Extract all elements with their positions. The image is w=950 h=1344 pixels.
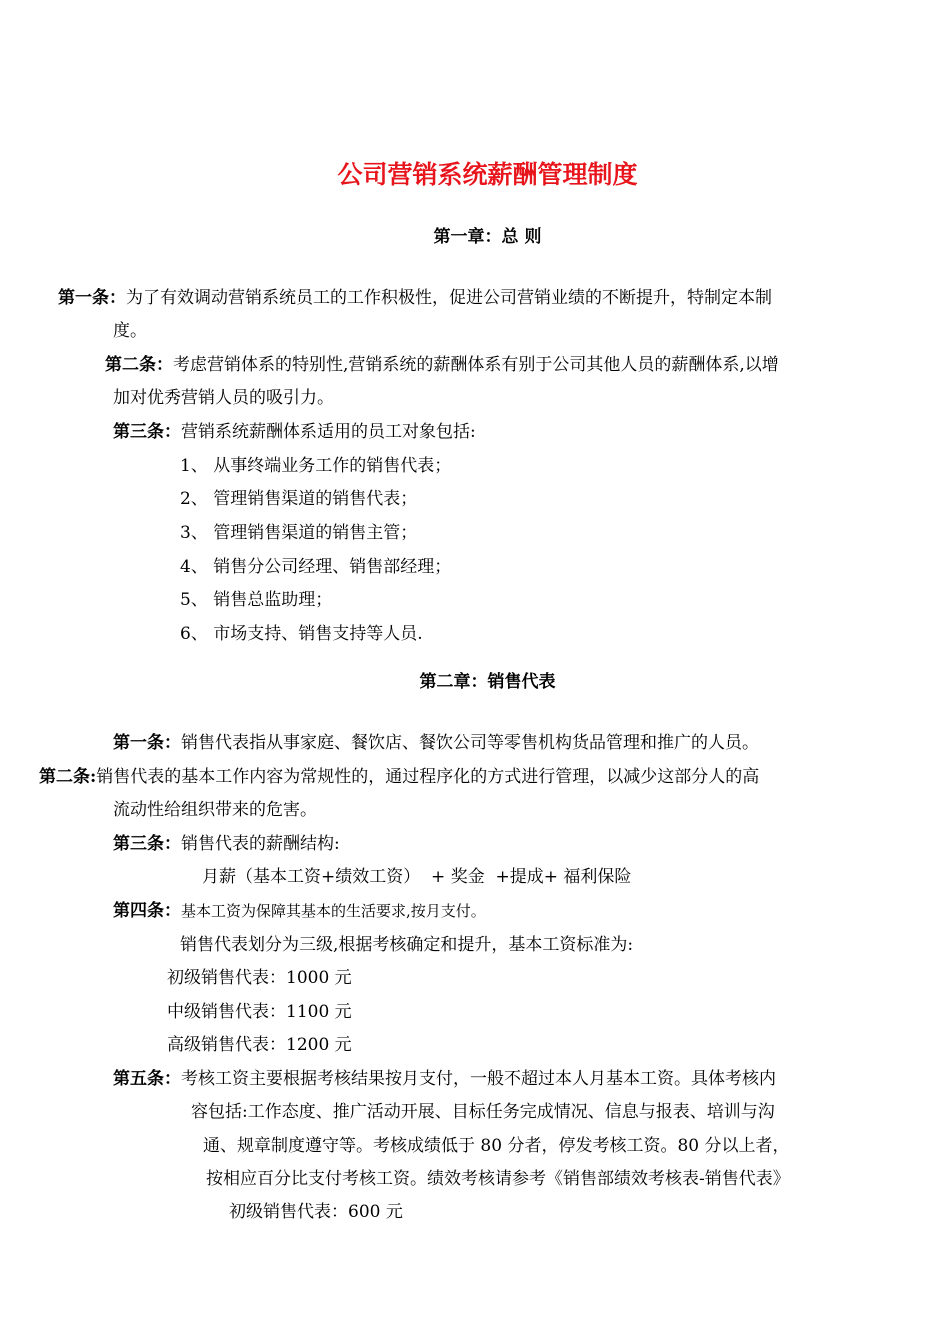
list-item	[180, 623, 423, 645]
article-label: 第二条:	[39, 767, 97, 787]
ch2-article-3	[113, 833, 340, 855]
article-text: 销售代表的薪酬结构:	[181, 834, 340, 854]
ch1-article-3	[113, 421, 476, 443]
article-text: 基本工资为保障其基本的生活要求,按月支付。	[181, 902, 486, 920]
ch2-article-5-line3: 通、规章制度遵守等。考核成绩低于 80 分者，停发考核工资。80 分以上者，	[203, 1136, 790, 1156]
ch2-article-5-line4: 按相应百分比支付考核工资。绩效考核请参考《销售部绩效考核表-销售代表》	[206, 1169, 790, 1189]
salary-formula: 月薪（基本工资+绩效工资） + 奖金 +提成+ 福利保险	[202, 867, 632, 887]
list-item	[180, 522, 417, 544]
article-label: 第五条：	[113, 1069, 181, 1089]
list-text: 销售分公司经理、销售部经理；	[213, 557, 452, 577]
article-label: 第三条：	[113, 422, 181, 442]
article-text: 销售代表指从事家庭、餐饮店、餐饮公司等零售机构货品管理和推广的人员。	[181, 733, 759, 753]
levels-intro: 销售代表划分为三级,根据考核确定和提升，基本工资标准为:	[180, 935, 634, 955]
chapter-2-heading: 第二章：销售代表	[419, 672, 556, 692]
article-label: 第一条：	[113, 733, 181, 753]
list-text: 销售总监助理；	[213, 590, 333, 610]
article-text: 营销系统薪酬体系适用的员工对象包括:	[181, 422, 476, 442]
list-number: 4、	[180, 557, 208, 577]
article-text: 考核工资主要根据考核结果按月支付，一般不超过本人月基本工资。具体考核内	[181, 1069, 776, 1089]
ch1-article-2	[105, 354, 779, 376]
article-label: 第二条：	[105, 355, 173, 375]
ch2-article-4	[113, 900, 486, 922]
ch2-article-5-line2: 容包括:工作态度、推广活动开展、目标任务完成情况、信息与报表、培训与沟	[191, 1102, 775, 1122]
article-label: 第四条：	[113, 901, 181, 921]
list-item	[180, 556, 451, 578]
list-text: 管理销售渠道的销售主管；	[213, 523, 418, 543]
list-number: 1、	[180, 456, 208, 476]
chapter-1-heading: 第一章：总 则	[433, 227, 542, 247]
ch1-article-1	[58, 287, 772, 309]
list-text: 管理销售渠道的销售代表；	[213, 489, 418, 509]
article-label: 第三条：	[113, 834, 181, 854]
ch2-article-2-cont: 流动性给组织带来的危害。	[113, 800, 317, 820]
ch2-article-2	[39, 766, 759, 788]
list-number: 6、	[180, 624, 208, 644]
ch2-article-5	[113, 1068, 776, 1090]
list-item	[180, 455, 451, 477]
article-label: 第一条：	[58, 288, 126, 308]
ch1-article-1-cont: 度。	[113, 321, 147, 341]
list-number: 3、	[180, 523, 208, 543]
list-item	[180, 488, 417, 510]
salary-level-junior: 初级销售代表：1000 元	[167, 968, 352, 988]
ch2-article-1	[113, 732, 759, 754]
list-text: 从事终端业务工作的销售代表；	[213, 456, 452, 476]
article-text: 为了有效调动营销系统员工的工作积极性，促进公司营销业绩的不断提升，特制定本制	[126, 288, 772, 308]
salary-level-senior: 高级销售代表：1200 元	[167, 1035, 352, 1055]
list-item	[180, 589, 332, 611]
document-title: 公司营销系统薪酬管理制度	[337, 160, 638, 189]
article-text: 考虑营销体系的特别性,营销系统的薪酬体系有别于公司其他人员的薪酬体系,以增	[173, 355, 779, 375]
salary-level-middle: 中级销售代表：1100 元	[167, 1002, 352, 1022]
list-number: 5、	[180, 590, 208, 610]
ch2-article-5-line5: 初级销售代表：600 元	[229, 1202, 403, 1222]
ch1-article-2-cont: 加对优秀营销人员的吸引力。	[113, 388, 334, 408]
article-text: 销售代表的基本工作内容为常规性的，通过程序化的方式进行管理，以减少这部分人的高	[96, 767, 760, 787]
list-text: 市场支持、销售支持等人员.	[213, 624, 423, 644]
list-number: 2、	[180, 489, 208, 509]
